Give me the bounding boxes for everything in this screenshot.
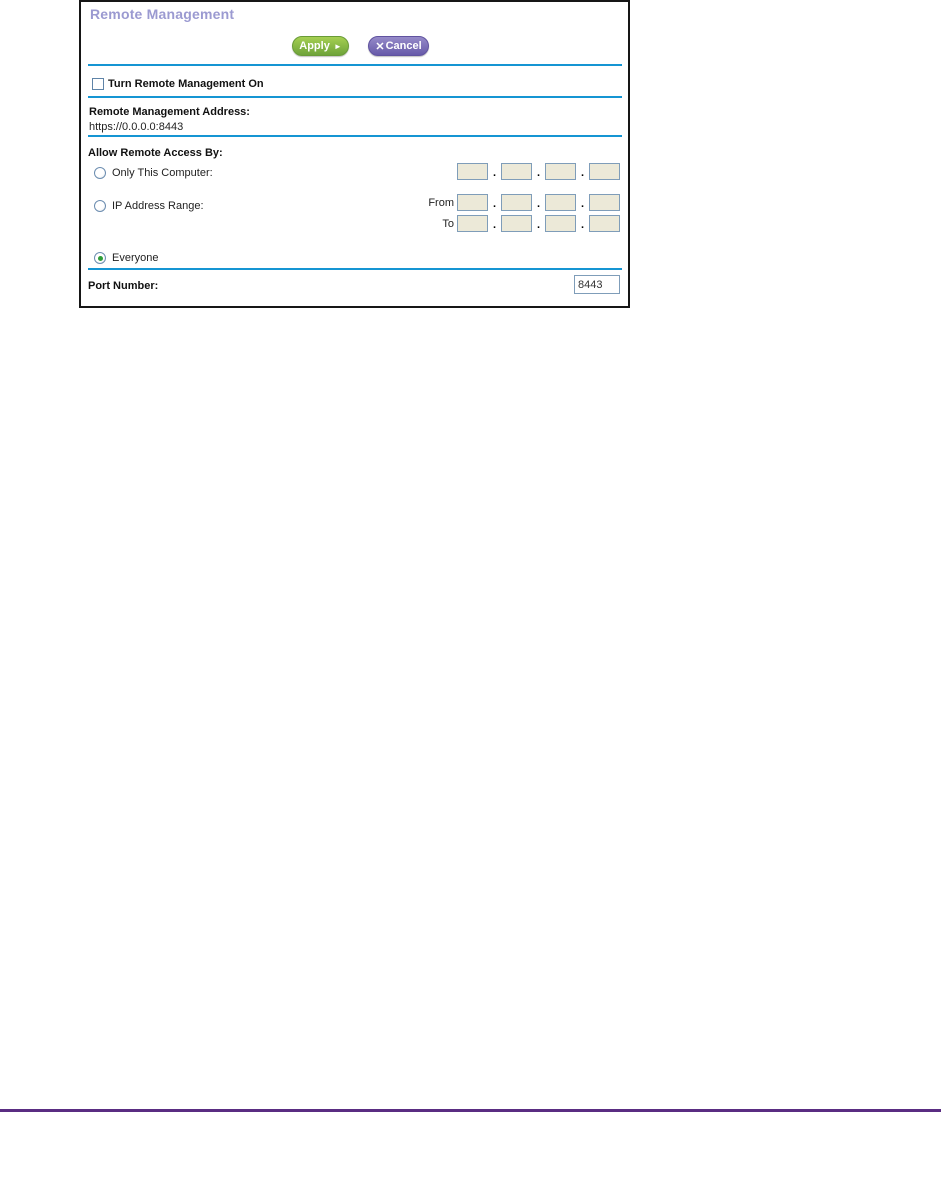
ip-dot-separator: . (580, 198, 585, 210)
remote-management-panel (79, 0, 630, 308)
ip-octet-input[interactable] (501, 194, 532, 211)
ip-octet-input[interactable] (501, 163, 532, 180)
from-label: From (428, 196, 454, 209)
footer-divider (0, 1109, 941, 1112)
apply-button-label: Apply (299, 40, 330, 52)
only-this-computer-label: Only This Computer: (112, 167, 213, 179)
ip-dot-separator: . (536, 198, 541, 210)
turn-remote-management-checkbox[interactable] (92, 78, 104, 90)
ip-octet-input[interactable] (545, 215, 576, 232)
allow-remote-access-heading: Allow Remote Access By: (88, 147, 223, 159)
to-label: To (442, 217, 454, 230)
ip-address-range-label: IP Address Range: (112, 200, 204, 212)
ip-dot-separator: . (536, 167, 541, 179)
ip-octet-input[interactable] (545, 163, 576, 180)
ip-octet-input[interactable] (501, 215, 532, 232)
remote-address-value: https://0.0.0.0:8443 (89, 121, 184, 133)
only-this-computer-ip-fields (457, 163, 620, 180)
page-title: Remote Management (90, 6, 235, 22)
divider (88, 96, 622, 98)
ip-octet-input[interactable] (545, 194, 576, 211)
only-this-computer-row (94, 167, 213, 179)
ip-octet-input[interactable] (589, 163, 620, 180)
ip-dot-separator: . (492, 219, 497, 231)
cancel-x-icon: ✕ (375, 40, 385, 53)
divider (88, 268, 622, 270)
remote-address-label: Remote Management Address: (89, 106, 250, 118)
ip-range-from-fields (428, 194, 620, 211)
cancel-button-label: Cancel (385, 40, 422, 52)
everyone-label: Everyone (112, 252, 159, 264)
turn-remote-management-row (92, 78, 264, 90)
ip-dot-separator: . (536, 219, 541, 231)
ip-address-range-radio[interactable] (94, 200, 106, 212)
ip-range-to-fields (442, 215, 620, 232)
port-number-input[interactable] (574, 275, 620, 294)
ip-octet-input[interactable] (457, 194, 488, 211)
everyone-row (94, 252, 158, 264)
ip-address-range-row (94, 200, 204, 212)
apply-arrow-icon: ► (333, 41, 342, 51)
divider (88, 64, 622, 66)
ip-octet-input[interactable] (457, 163, 488, 180)
turn-remote-management-label: Turn Remote Management On (108, 78, 264, 90)
divider (88, 135, 622, 137)
ip-octet-input[interactable] (589, 215, 620, 232)
ip-dot-separator: . (492, 167, 497, 179)
ip-dot-separator: . (580, 167, 585, 179)
everyone-radio[interactable] (94, 252, 106, 264)
ip-octet-input[interactable] (457, 215, 488, 232)
ip-dot-separator: . (580, 219, 585, 231)
cancel-button[interactable] (368, 36, 429, 56)
ip-octet-input[interactable] (589, 194, 620, 211)
ip-dot-separator: . (492, 198, 497, 210)
only-this-computer-radio[interactable] (94, 167, 106, 179)
apply-button[interactable] (292, 36, 349, 56)
port-number-label: Port Number: (88, 280, 159, 292)
